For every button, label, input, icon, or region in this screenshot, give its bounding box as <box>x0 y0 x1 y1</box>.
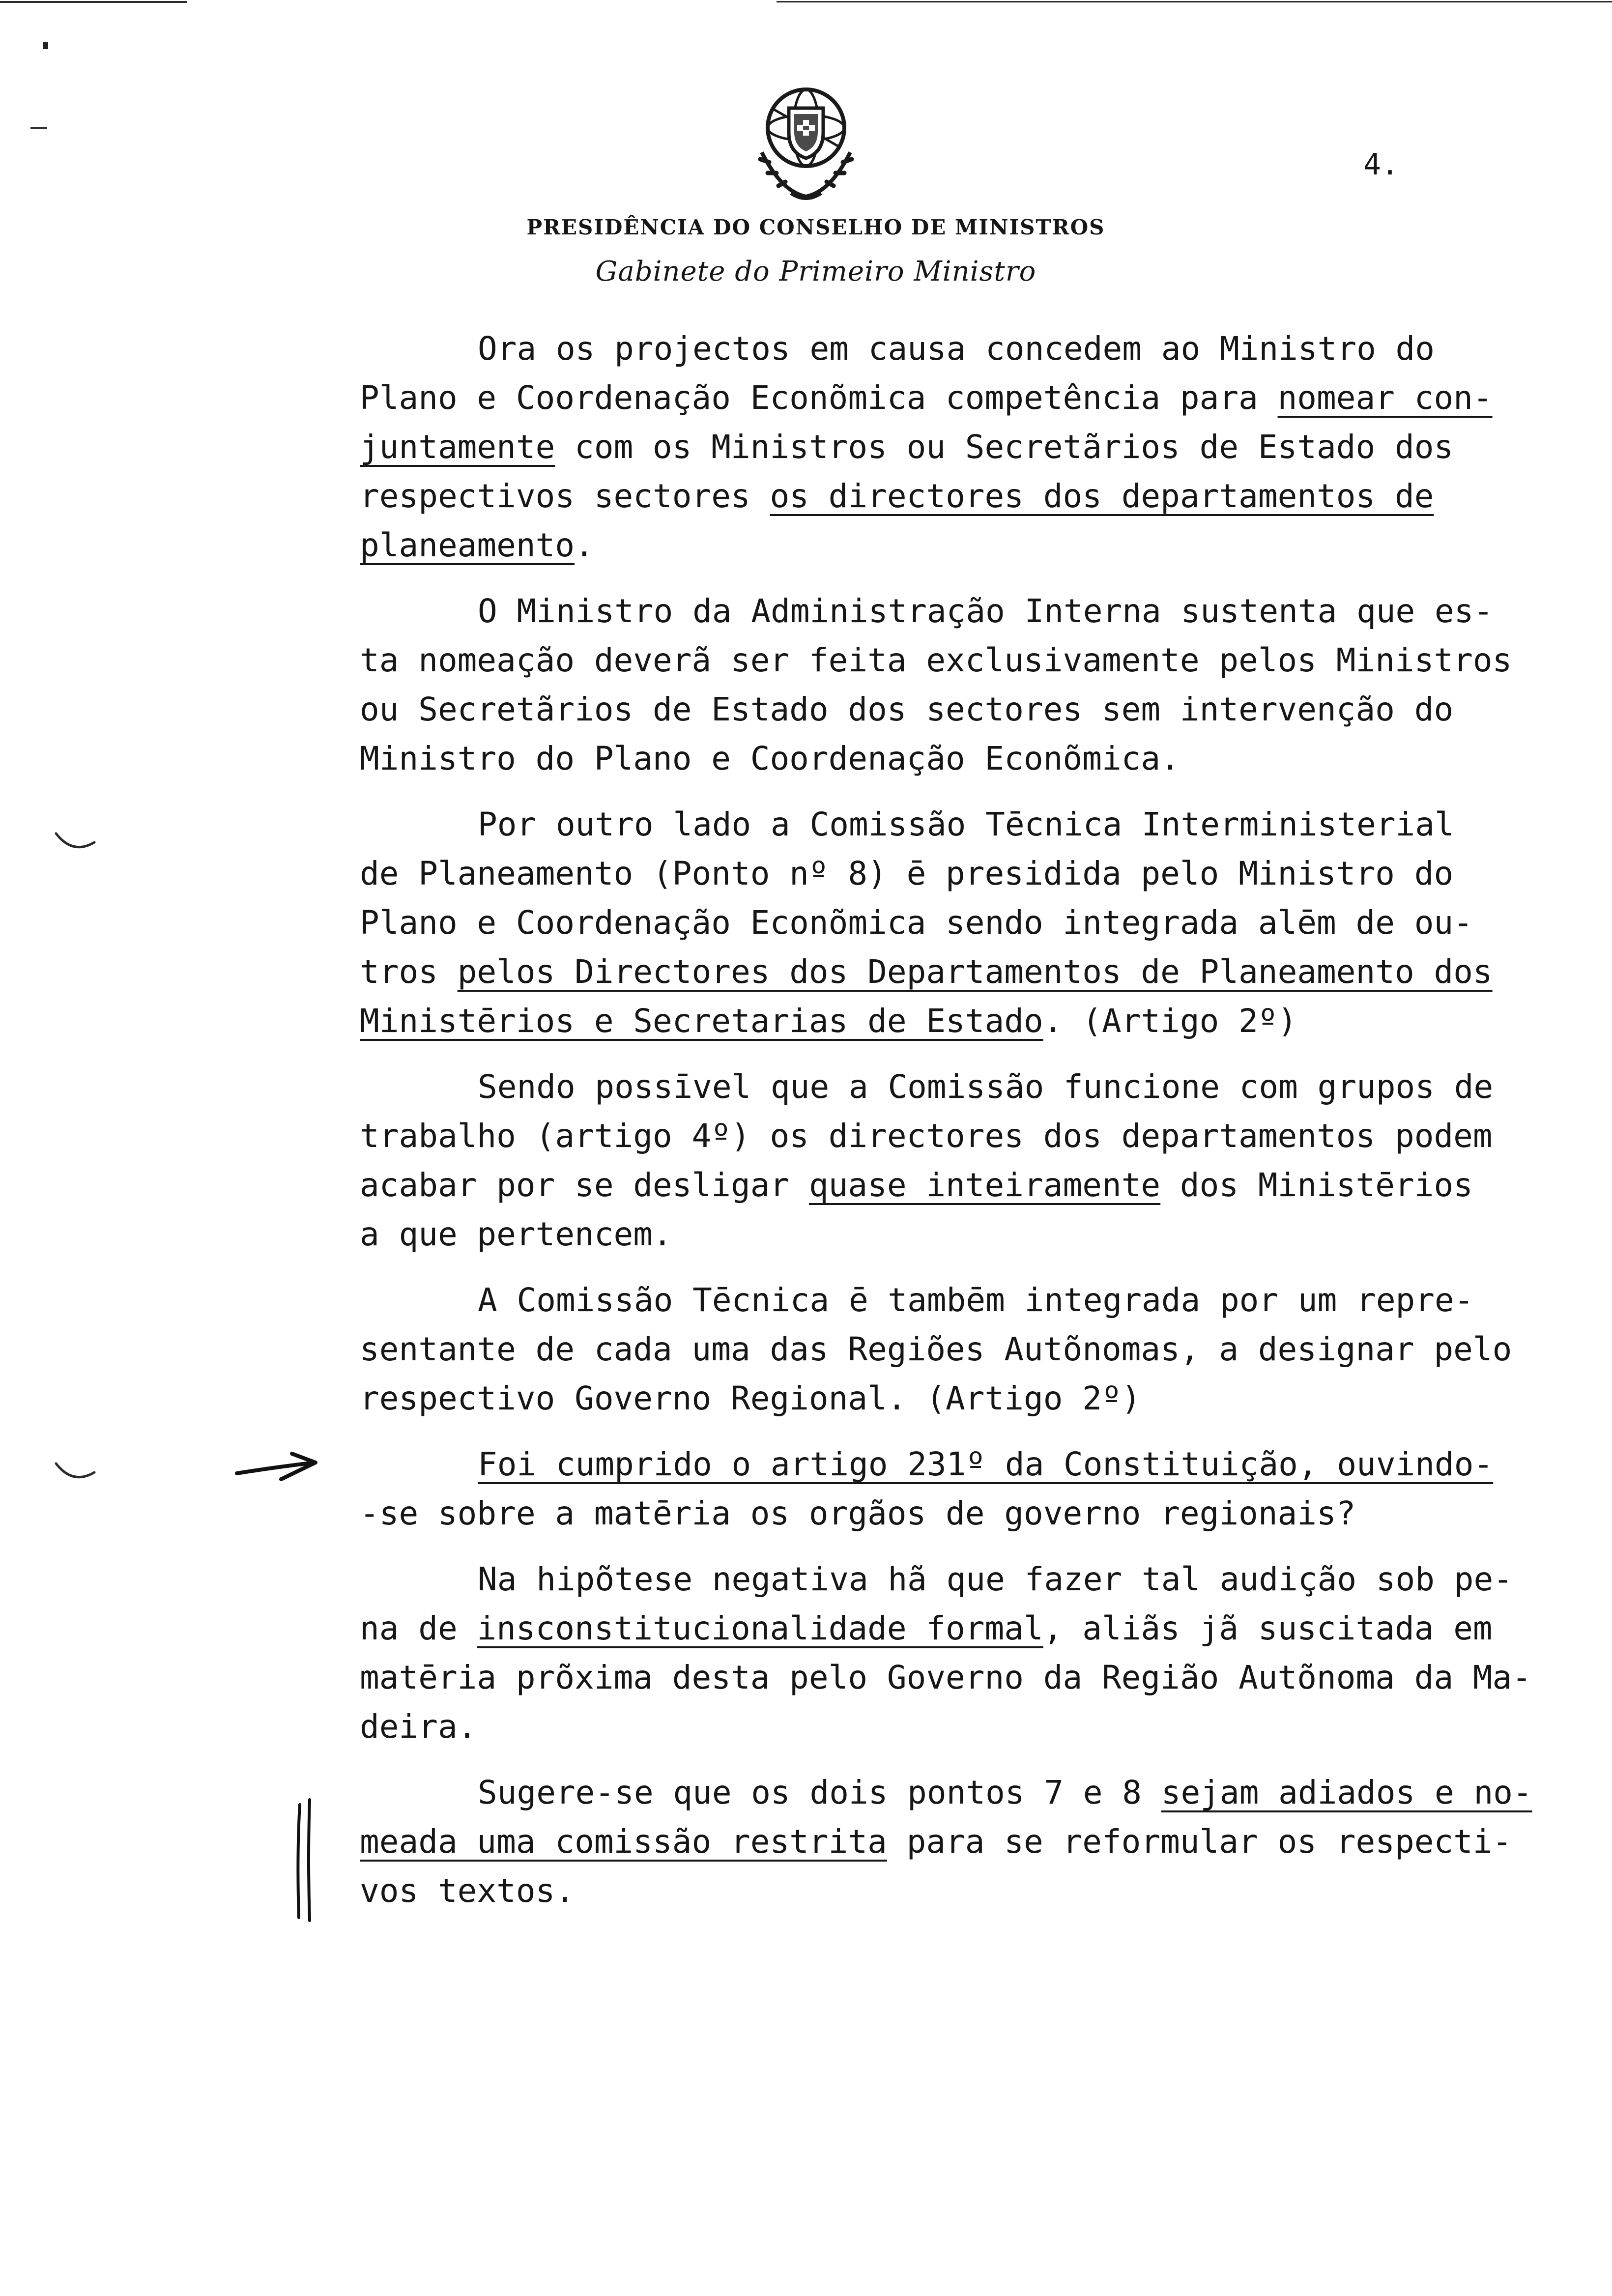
text-segment: respectivo Governo Regional. (Artigo 2º) <box>360 1379 1141 1417</box>
check-tick-icon <box>53 829 97 860</box>
text-segment: matēria prõxima desta pelo Governo da Região Autõnoma da Ma- <box>360 1659 1532 1696</box>
text-segment: respectivos sectores <box>360 477 770 515</box>
text-line <box>360 1555 1529 1604</box>
underlined-phrase: sejam adiados e no- <box>1161 1774 1532 1811</box>
text-line <box>360 521 1529 570</box>
text-line <box>360 1374 1529 1423</box>
underlined-phrase: nomear con- <box>1277 379 1493 417</box>
text-segment: a que pertencem. <box>360 1215 672 1253</box>
text-segment: O Ministro da Administração Interna sustenta que es- <box>478 592 1494 630</box>
text-line <box>360 1653 1532 1702</box>
text-segment: trabalho (artigo 4º) os directores dos departamentos podem <box>360 1117 1493 1155</box>
text-segment: Sugere-se que os dois pontos 7 e 8 <box>478 1774 1161 1811</box>
text-line <box>360 734 1529 783</box>
text-line <box>360 423 1529 472</box>
text-line <box>360 1768 1532 1817</box>
text-line <box>360 1062 1529 1112</box>
text-line <box>360 587 1529 636</box>
paragraph <box>360 1768 1532 1916</box>
text-line <box>360 1489 1529 1538</box>
text-line <box>360 849 1529 898</box>
scan-dot <box>43 42 48 49</box>
underlined-phrase: planeamento <box>360 526 575 564</box>
text-line <box>360 373 1529 423</box>
text-line <box>360 636 1529 685</box>
text-line <box>360 947 1529 997</box>
text-line <box>360 1210 1529 1259</box>
text-line <box>360 997 1529 1046</box>
underlined-phrase: Ministērios e Secretarias de Estado <box>360 1002 1043 1040</box>
text-segment: A Comissão Tēcnica ē tambēm integrada por um repre- <box>478 1281 1474 1319</box>
letterhead-cabinet: Gabinete do Primeiro Ministro <box>595 256 1036 287</box>
text-segment: dos Ministērios <box>1160 1166 1473 1204</box>
underlined-phrase: quase inteiramente <box>808 1166 1161 1204</box>
text-line <box>360 1702 1529 1751</box>
portuguese-coat-of-arms-icon <box>742 79 870 206</box>
text-segment: vos textos. <box>360 1872 575 1910</box>
text-line <box>360 1604 1529 1653</box>
text-line <box>360 1866 1529 1916</box>
letterhead-institution: PRESIDÊNCIA DO CONSELHO DE MINISTROS <box>526 215 1105 239</box>
text-line <box>360 1276 1529 1325</box>
text-line <box>360 898 1529 947</box>
check-tick-icon <box>53 1459 97 1490</box>
text-segment: acabar por se desligar <box>360 1166 809 1204</box>
paragraph <box>360 1062 1529 1259</box>
paragraph <box>360 800 1529 1046</box>
text-segment: Plano e Coordenação Econõmica sendo integrada alēm de ou- <box>360 904 1473 942</box>
text-segment: sentante de cada uma das Regiões Autõnomas, a designar pelo <box>360 1330 1512 1368</box>
paragraph <box>360 1555 1532 1751</box>
underlined-phrase: Foi cumprido o artigo 231º da Constituição, ouvindo- <box>478 1445 1494 1483</box>
paragraph <box>360 1440 1529 1538</box>
text-line <box>360 1817 1529 1866</box>
text-line <box>360 685 1529 734</box>
text-line <box>360 1325 1529 1374</box>
text-line <box>360 1161 1529 1210</box>
text-segment: Por outro lado a Comissão Tēcnica Interministerial <box>478 805 1454 843</box>
text-segment: Na hipõtese negativa hã que fazer tal audição sob pe- <box>478 1560 1513 1598</box>
text-segment: . <box>575 526 594 564</box>
underlined-phrase: meada uma comissão restrita <box>360 1823 887 1861</box>
text-line <box>360 1440 1529 1489</box>
underlined-phrase: os directores dos departamentos de <box>770 477 1434 515</box>
page-number: 4. <box>1363 147 1399 182</box>
text-line <box>360 1112 1529 1161</box>
document-body <box>360 324 1532 1932</box>
text-segment: para se reformular os respecti- <box>887 1823 1512 1861</box>
text-segment: deira. <box>360 1708 477 1746</box>
double-vertical-bar-icon <box>293 1795 317 1924</box>
underlined-phrase: juntamente <box>360 428 555 466</box>
scan-line <box>0 1 187 3</box>
text-segment: Ministro do Plano e Coordenação Econõmica. <box>360 740 1180 777</box>
paragraph <box>360 324 1529 570</box>
text-segment: Ora os projectos em causa concedem ao Ministro do <box>478 330 1435 368</box>
arrow-right-icon <box>234 1448 322 1494</box>
text-line <box>360 800 1529 849</box>
paragraph <box>360 1276 1529 1423</box>
text-segment: na de <box>360 1609 477 1647</box>
text-segment: , aliãs jã suscitada em <box>1043 1609 1493 1647</box>
text-segment: Plano e Coordenação Econõmica competência para <box>360 379 1278 417</box>
underlined-phrase: insconstitucionalidade formal <box>477 1609 1043 1647</box>
text-segment: Sendo possīvel que a Comissão funcione com grupos de <box>478 1068 1494 1106</box>
text-line <box>360 324 1529 373</box>
text-segment: de Planeamento (Ponto nº 8) ē presidida pelo Ministro do <box>360 855 1454 892</box>
text-line <box>360 472 1529 521</box>
underlined-phrase: pelos Directores dos Departamentos de Planeamento dos <box>457 953 1493 991</box>
text-segment: -se sobre a matēria os orgãos de governo regionais? <box>360 1494 1356 1532</box>
text-segment: ta nomeação deverã ser feita exclusivamente pelos Ministros <box>360 641 1512 679</box>
text-segment: tros <box>360 953 458 991</box>
scan-dash <box>30 127 47 129</box>
text-segment: . (Artigo 2º) <box>1043 1002 1297 1040</box>
scan-line <box>777 1 1612 2</box>
paragraph <box>360 587 1529 783</box>
text-segment: ou Secretãrios de Estado dos sectores sem intervenção do <box>360 690 1454 728</box>
text-segment: com os Ministros ou Secretãrios de Estado dos <box>555 428 1454 466</box>
